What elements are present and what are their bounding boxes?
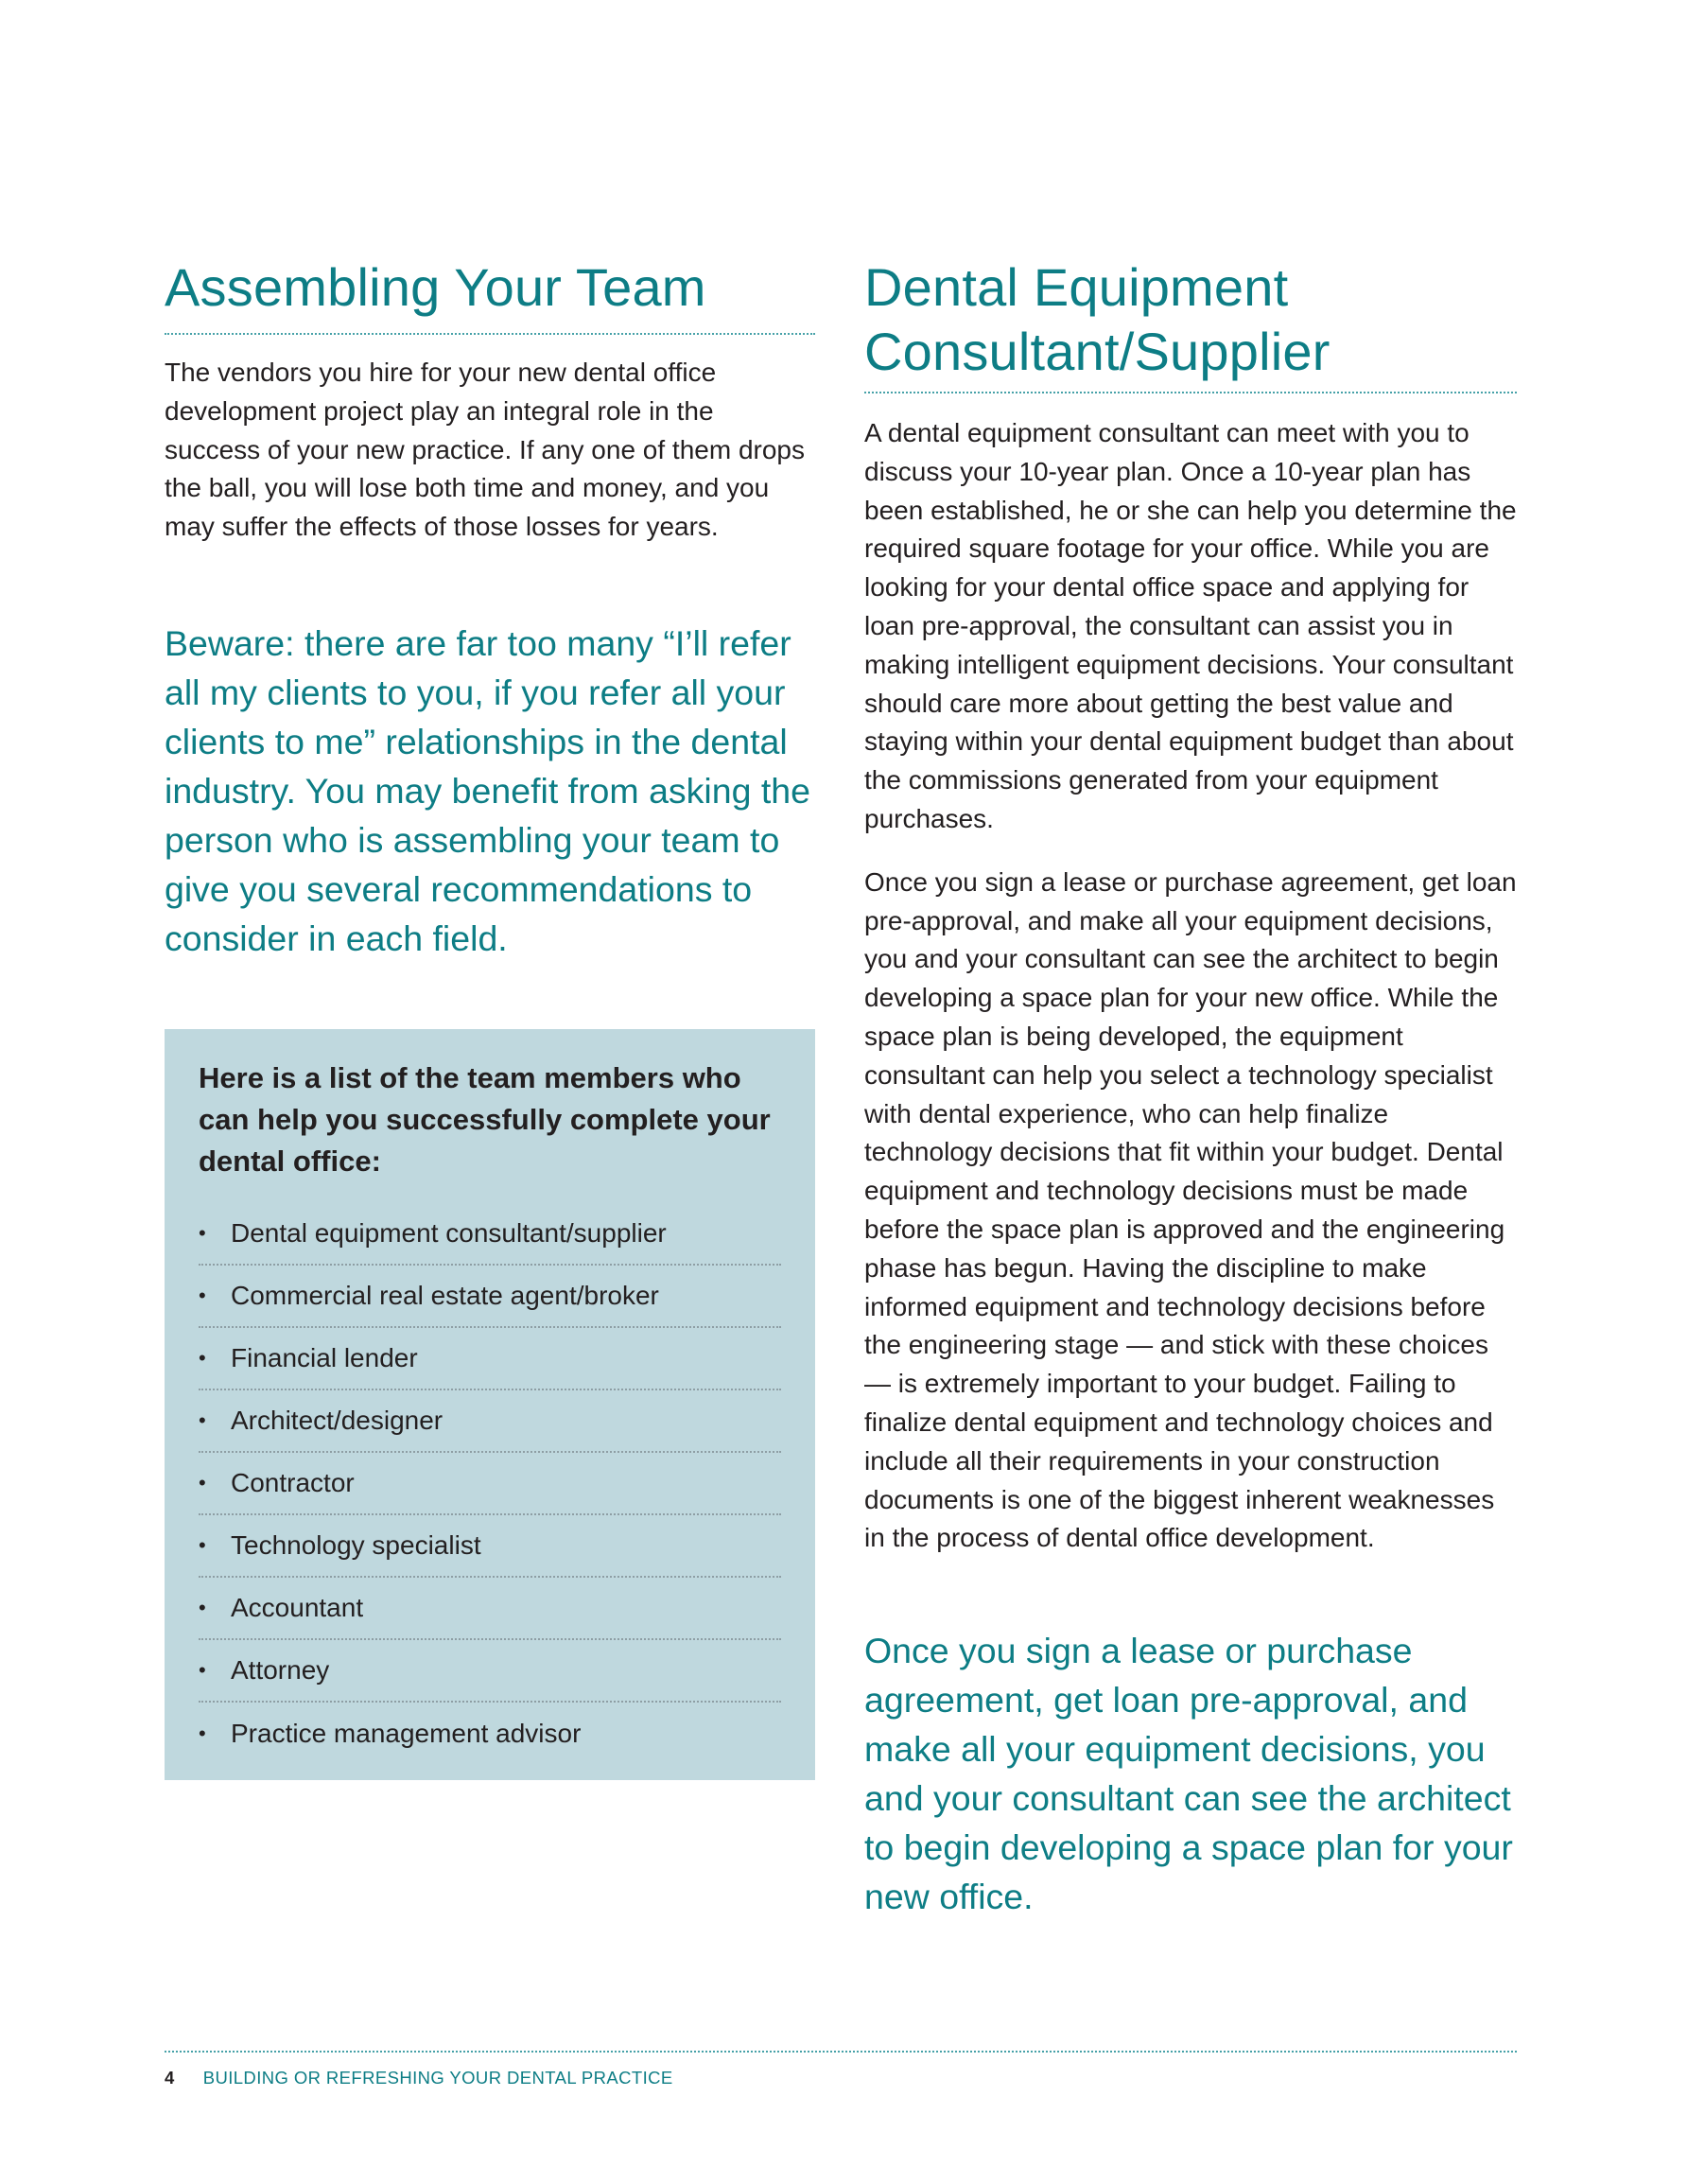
body-paragraph-1: A dental equipment consultant can meet with you to discuss your 10-year plan. Once a 10-year plan has been established, he or she can help you determine the required square footage for your office. While you are looking for your dental office space and applying for loan pre-approval, the consultant can assist you in making intelligent equipment decisions. Your consultant should care more about getting the best value and staying within your dental equipment budget than about the commissions generated from your equipment purchases. — [864, 418, 1517, 833]
section-heading-equipment-consultant: Dental Equipment Consultant/Supplier — [864, 257, 1330, 381]
bullet-icon: • — [199, 1721, 206, 1745]
pull-quote-beware: Beware: there are far too many “I’ll refer all my clients to you, if you refer all your clients to me” relationships in the dental industry. You may benefit from asking the person who is assembling your team to give you several recommendations to consider in each field. — [165, 622, 811, 958]
list-item — [199, 1266, 781, 1328]
page-number: 4 — [165, 2068, 175, 2088]
section-heading-assembling-team: Assembling Your Team — [165, 257, 706, 317]
list-item — [199, 1328, 781, 1390]
running-title: BUILDING OR REFRESHING YOUR DENTAL PRACTICE — [202, 2068, 673, 2088]
bullet-icon: • — [199, 1532, 206, 1557]
list-item-label: Contractor — [231, 1467, 355, 1497]
page-footer — [165, 2068, 673, 2088]
list-item — [199, 1453, 781, 1515]
list-item — [199, 1578, 781, 1640]
bullet-icon: • — [199, 1345, 206, 1370]
heading-divider — [864, 392, 1517, 393]
heading-divider — [165, 333, 815, 335]
list-item-label: Dental equipment consultant/supplier — [231, 1217, 667, 1248]
bullet-icon: • — [199, 1595, 206, 1619]
list-item-label: Financial lender — [231, 1342, 418, 1372]
list-item — [199, 1203, 781, 1266]
list-item — [199, 1515, 781, 1578]
list-item — [199, 1703, 781, 1765]
pull-quote-space-plan: Once you sign a lease or purchase agreement, get loan pre-approval, and make all your equipment decisions, you and your consultant can see the architect to begin developing a space plan for your new office. — [864, 1631, 1513, 1917]
bullet-icon: • — [199, 1220, 206, 1245]
list-item-label: Commercial real estate agent/broker — [231, 1280, 659, 1310]
team-members-list — [199, 1203, 781, 1765]
bullet-icon: • — [199, 1657, 206, 1682]
body-paragraph-2: Once you sign a lease or purchase agreement, get loan pre-approval, and make all your equipment decisions, you and your consultant can see the architect to begin developing a space plan for your new office. While the space plan is being developed, the equipment consultant can help you select a technology specialist with dental experience, who can help finalize technology decisions that fit within your budget. Dental equipment and technology decisions must be made before the space plan is approved and the engineering phase has begun. Having the discipline to make informed equipment and technology decisions before the engineering stage — and stick with these choices — is extremely important to your budget. Failing to finalize dental equipment and technology choices and include all their requirements in your construction documents is one of the biggest inherent weaknesses in the process of dental office development. — [864, 866, 1517, 1553]
list-item-label: Attorney — [231, 1654, 330, 1685]
right-column — [864, 255, 1517, 1921]
team-members-box — [165, 1029, 815, 1780]
bullet-icon: • — [199, 1407, 206, 1432]
list-item-label: Technology specialist — [231, 1529, 481, 1560]
list-item — [199, 1390, 781, 1453]
intro-paragraph: The vendors you hire for your new dental office development project play an integral role in the success of your new practice. If any one of them drops the ball, you will lose both time and money, and you may suffer the effects of those losses for years. — [165, 358, 806, 542]
list-item — [199, 1640, 781, 1703]
bullet-icon: • — [199, 1283, 206, 1307]
list-item-label: Architect/designer — [231, 1405, 443, 1435]
team-box-heading: Here is a list of the team members who can help you successfully complete your dental office: — [199, 1060, 771, 1178]
list-item-label: Practice management advisor — [231, 1718, 582, 1748]
left-column — [165, 255, 815, 1780]
footer-divider — [165, 2051, 1517, 2053]
bullet-icon: • — [199, 1470, 206, 1494]
list-item-label: Accountant — [231, 1592, 364, 1622]
